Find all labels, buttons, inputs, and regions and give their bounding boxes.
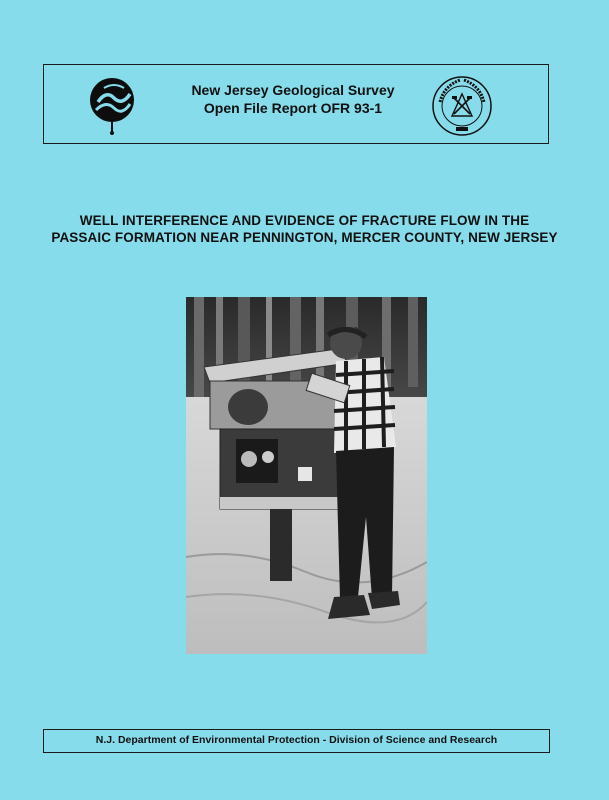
report-title <box>20 212 589 246</box>
report-number: Open File Report OFR 93-1 <box>203 100 383 116</box>
title-line-2: PASSAIC FORMATION NEAR PENNINGTON, MERCER COUNTY, NEW JERSEY <box>51 230 558 245</box>
nj-geological-survey-seal-icon <box>430 74 494 138</box>
header-text <box>174 81 412 117</box>
header-box <box>43 64 549 144</box>
cover-photo <box>186 297 427 654</box>
agency-name: N.J. Department of Environmental Protection - Division of Science and Research <box>95 734 498 746</box>
nj-dep-logo-icon <box>84 72 140 136</box>
title-line-1: WELL INTERFERENCE AND EVIDENCE OF FRACTURE FLOW IN THE <box>79 213 530 228</box>
survey-name: New Jersey Geological Survey <box>191 82 395 98</box>
footer-box <box>43 729 550 753</box>
